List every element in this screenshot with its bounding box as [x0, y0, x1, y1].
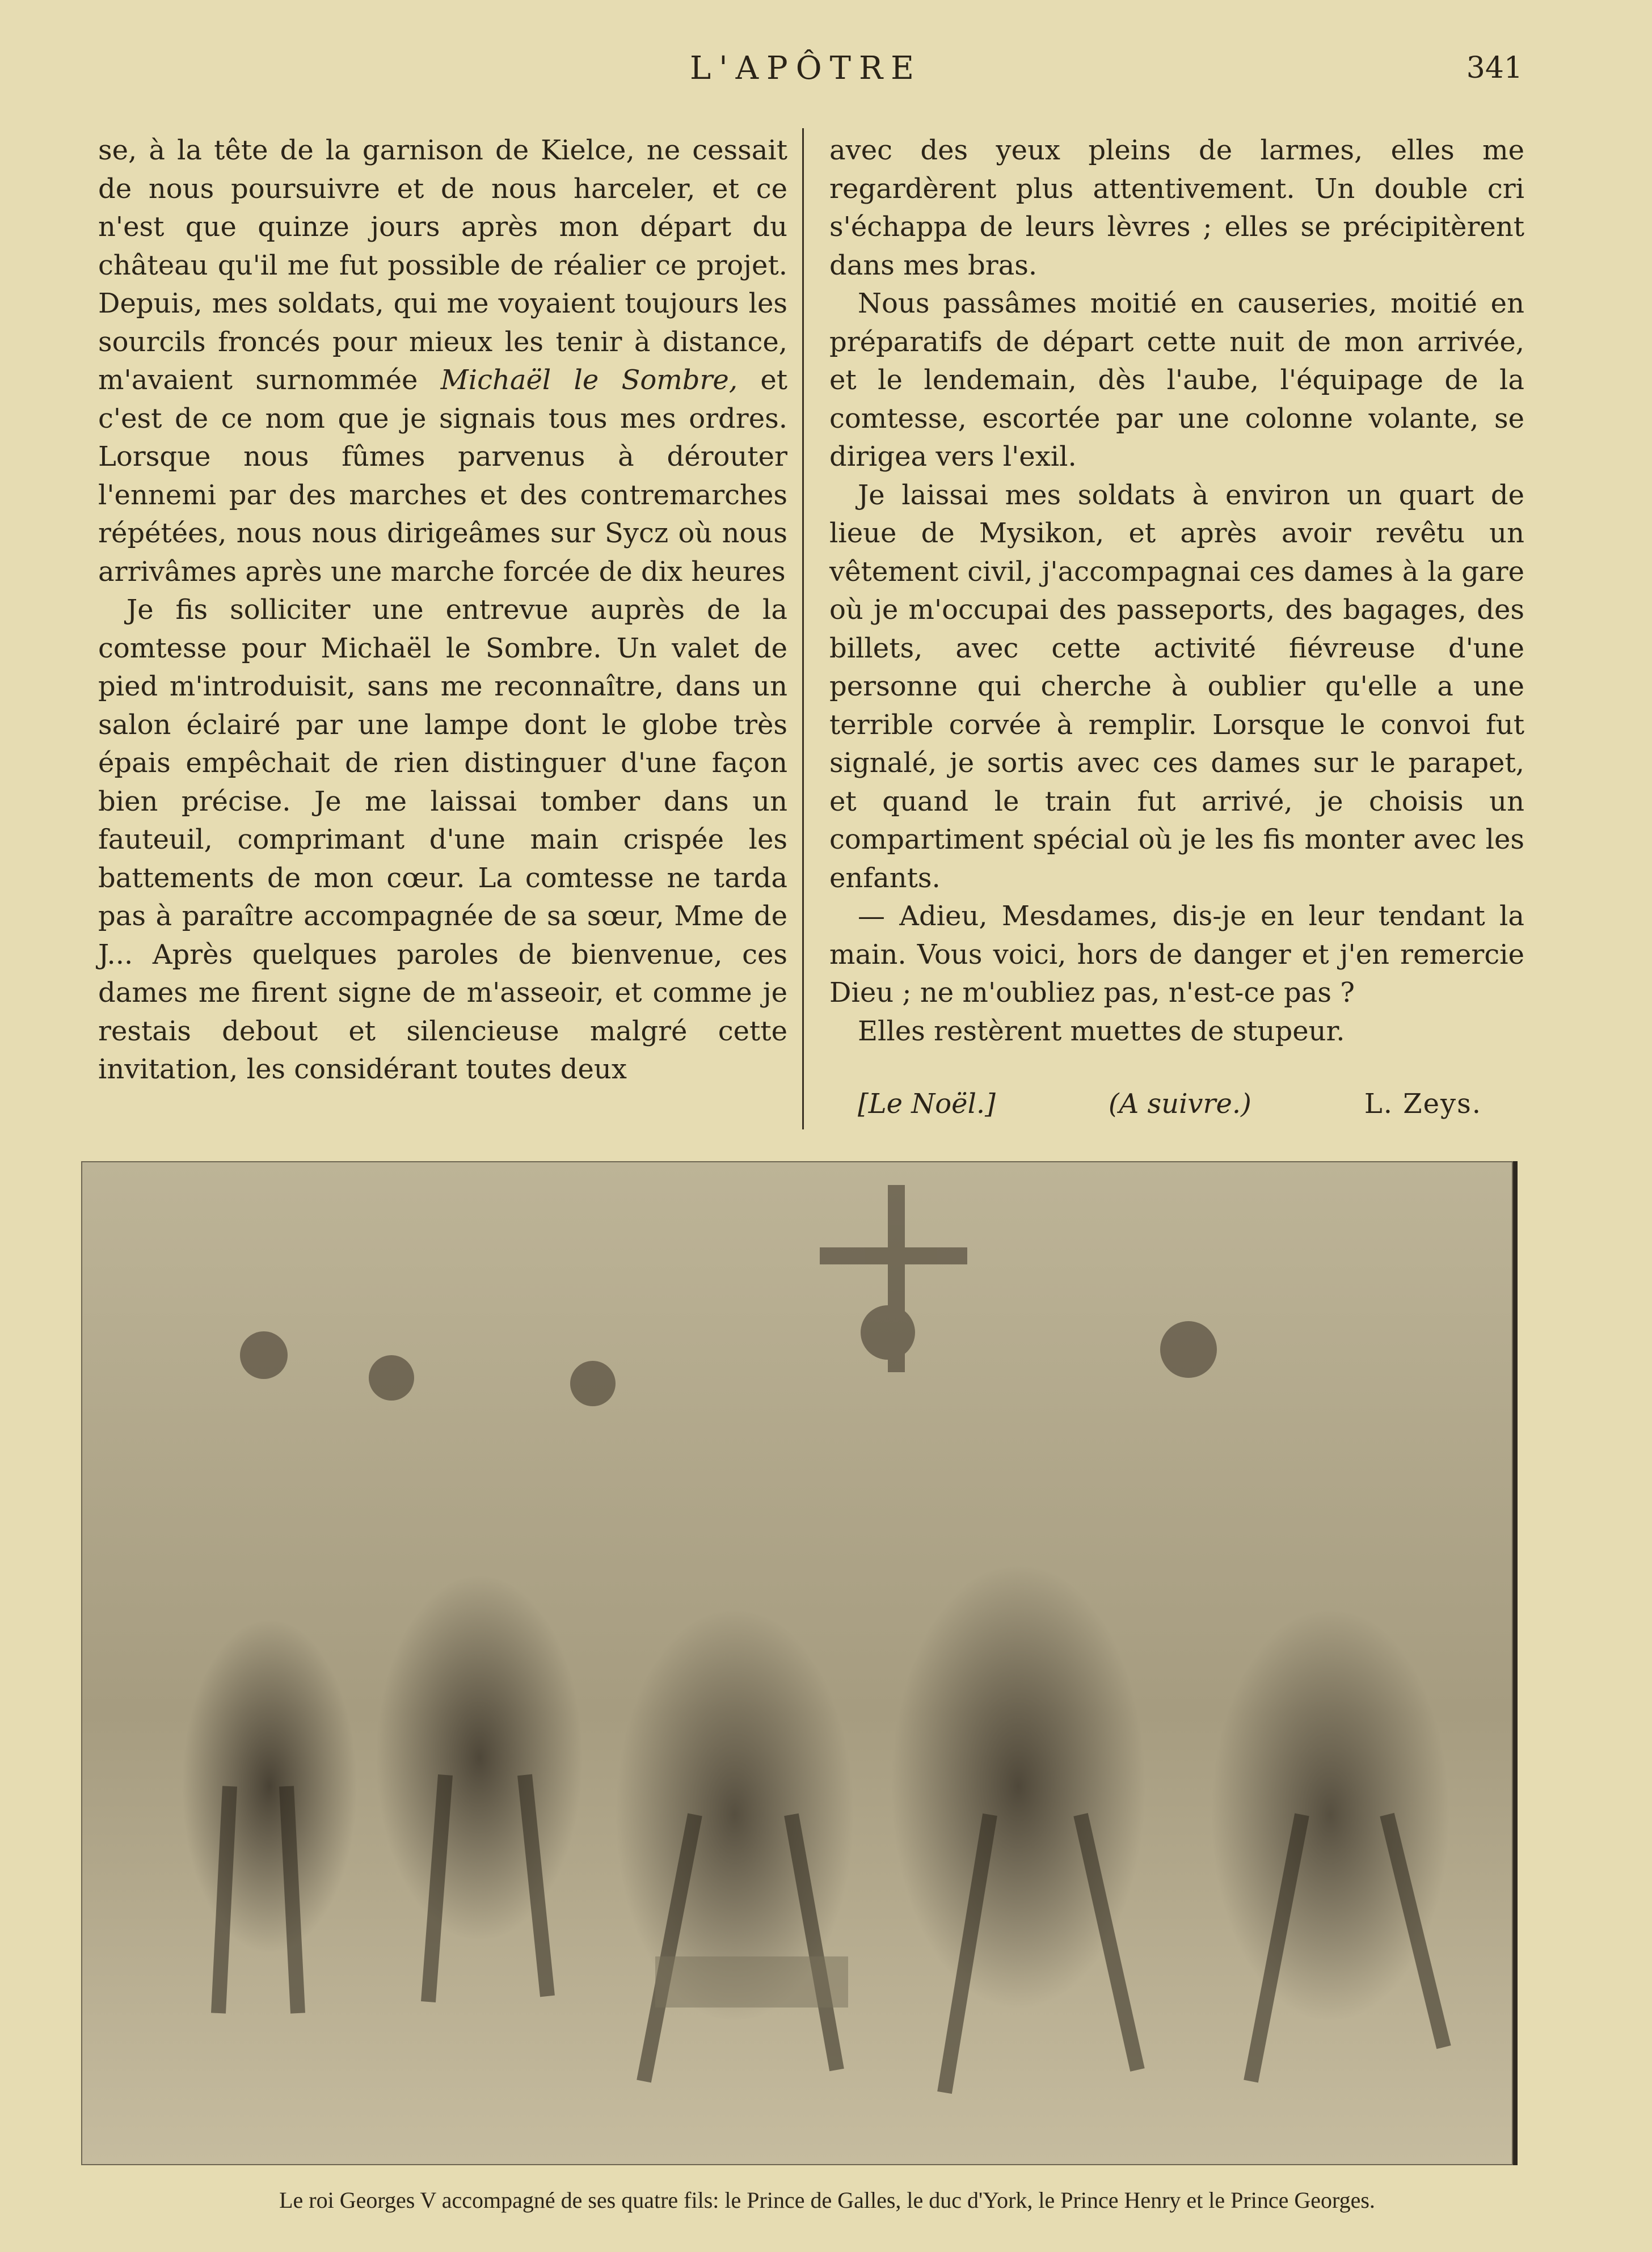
left-paragraph-2: Je fis solliciter une entrevue auprès de la comtesse pour Michaël le Sombre. Un valet de pied m'introduisit, sans me reconnaître, dans un salon éclairé par une lampe dont le globe très épais empêchait de rien distinguer d'une façon bien précise. Je me laissai tomber dans un fauteuil, comprimant d'une main crispée les battements de mon cœur. La comtesse ne tarda pas à paraître accompagnée de sa sœur, Mme de J... Après quelques paroles de bienvenue, ces dames me firent signe de m'asseoir, et comme je restais debout et silencieuse malgré cette invitation, les considérant toutes deux — [98, 594, 787, 1085]
photo-horsemen-icon — [82, 1162, 1512, 2164]
photo-caption: Le roi Georges V accompagné de ses quatre fils: le Prince de Galles, le duc d'York, le Prince Henry et le Prince Georges. — [279, 2187, 1375, 2213]
right-paragraph-2: Nous passâmes moitié en causeries, moitié en préparatifs de départ cette nuit de mon arrivée, et le lendemain, dès l'aube, l'équipage de la comtesse, escortée par une colonne volante, se dirigea vers l'exil. — [829, 288, 1524, 473]
right-paragraph-1: avec des yeux pleins de larmes, elles me regardèrent plus attentivement. Un double cri s'échappa de leurs lèvres ; elles se précipitèrent dans mes bras. — [829, 134, 1524, 281]
right-paragraph-3: Je laissai mes soldats à environ un quart de lieue de Mysikon, et après avoir revêtu un vêtement civil, j'accompagnai ces dames à la gare où je m'occupai des passeports, des bagages, des billets, avec cette activité fiévreuse d'une personne qui cherche à oublier qu'elle a une terrible corvée à remplir. Lorsque le convoi fut signalé, je sortis avec ces dames sur le parapet, et quand le train fut arrivé, je choisis un compartiment spécial où je les fis monter avec les enfants. — [829, 479, 1524, 894]
signature-source: [Le Noël.] — [858, 1088, 996, 1120]
article-signature — [858, 1088, 1482, 1120]
left-column — [98, 132, 787, 1089]
right-paragraph-5: Elles restèrent muettes de stupeur. — [858, 1015, 1345, 1047]
signature-continued: (A suivre.) — [1108, 1088, 1251, 1120]
right-column — [829, 132, 1524, 1051]
running-title: L'APÔTRE — [690, 50, 922, 87]
photo-border — [1513, 1161, 1518, 2165]
italic-name: Michaël le Sombre, — [440, 364, 738, 396]
signature-author: L. Zeys. — [1364, 1088, 1482, 1120]
right-paragraph-4: — Adieu, Mesdames, dis-je en leur tendant la main. Vous voici, hors de danger et j'en remercie Dieu ; ne m'oubliez pas, n'est-ce pas ? — [829, 900, 1524, 1009]
photo-horsemen-image — [81, 1161, 1513, 2165]
page-number: 341 — [1466, 51, 1523, 85]
left-paragraph-1: se, à la tête de la garnison de Kielce, ne cessait de nous poursuivre et de nous harceler, et ce n'est que quinze jours après mon départ du château qu'il me fut possible de réalier ce projet. Depuis, mes soldats, qui me voyaient toujours les sourcils froncés pour mieux les tenir à distance, m'avaient surnommée Michaël le Sombre, et c'est de ce nom que je signais tous mes ordres. Lorsque nous fûmes parvenus à dérouter l'ennemi par des marches et des contremarches répétées, nous nous dirigeâmes sur Sycz où nous arrivâmes après une marche forcée de dix heures — [98, 134, 788, 588]
column-divider — [802, 128, 804, 1129]
